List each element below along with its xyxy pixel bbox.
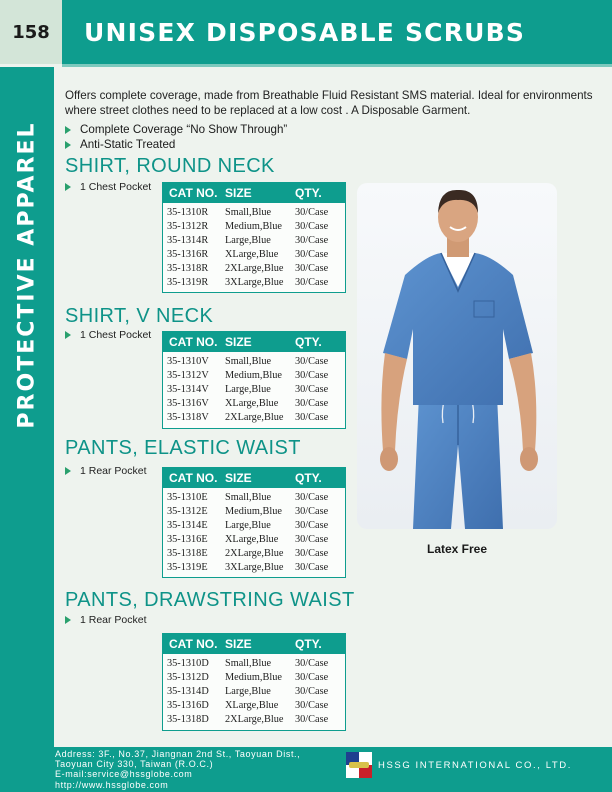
table-row: [163, 547, 345, 561]
website-link[interactable]: http://www.hssglobe.com: [55, 779, 169, 790]
cell-cat-no: 35-1318D: [167, 713, 209, 725]
triangle-bullet-icon: [65, 141, 71, 149]
cell-qty: 30/Case: [295, 262, 329, 274]
cell-cat-no: 35-1314D: [167, 685, 209, 697]
header-size: SIZE: [225, 186, 252, 200]
table-row: [163, 671, 345, 685]
cell-qty: 30/Case: [295, 713, 329, 725]
cell-cat-no: 35-1319R: [167, 276, 209, 288]
spec-table-shirt-v-neck: [162, 331, 346, 429]
table-row: [163, 397, 345, 411]
triangle-bullet-icon: [65, 467, 71, 475]
section-note-text: 1 Chest Pocket: [80, 329, 152, 341]
table-row: [163, 533, 345, 547]
address-line: Taoyuan City 330, Taiwan (R.O.C.): [55, 759, 214, 770]
table-row: [163, 262, 345, 276]
cell-cat-no: 35-1318R: [167, 262, 209, 274]
header-cat-no: CAT NO.: [169, 335, 218, 349]
cell-cat-no: 35-1318V: [167, 411, 209, 423]
cell-size: 2XLarge,Blue: [225, 411, 284, 423]
table-header: [163, 468, 345, 488]
cell-cat-no: 35-1312V: [167, 369, 209, 381]
header-size: SIZE: [225, 335, 252, 349]
header-qty: QTY.: [295, 335, 322, 349]
header-cat-no: CAT NO.: [169, 186, 218, 200]
cell-size: Medium,Blue: [225, 220, 282, 232]
section-note: [65, 465, 147, 477]
feature-item: [65, 122, 287, 137]
cell-qty: 30/Case: [295, 519, 329, 531]
table-row: [163, 369, 345, 383]
triangle-bullet-icon: [65, 331, 71, 339]
cell-qty: 30/Case: [295, 220, 329, 232]
table-row: [163, 383, 345, 397]
model-in-scrubs-illustration: [357, 183, 557, 529]
triangle-bullet-icon: [65, 126, 71, 134]
side-tab-label: PROTECTIVE APPAREL: [14, 121, 40, 429]
cell-qty: 30/Case: [295, 234, 329, 246]
product-photo: [357, 183, 557, 529]
section-note-text: 1 Rear Pocket: [80, 614, 147, 626]
table-row: [163, 355, 345, 369]
cell-size: XLarge,Blue: [225, 699, 279, 711]
header-size: SIZE: [225, 471, 252, 485]
section-title-shirt-v-neck: SHIRT, V NECK: [65, 305, 214, 327]
photo-caption: Latex Free: [426, 542, 488, 556]
company-address: [55, 749, 300, 790]
cell-size: 2XLarge,Blue: [225, 262, 284, 274]
section-title-pants-drawstring-waist: PANTS, DRAWSTRING WAIST: [65, 589, 355, 611]
cell-cat-no: 35-1310R: [167, 207, 209, 218]
table-row: [163, 713, 345, 727]
cell-qty: 30/Case: [295, 685, 329, 697]
cell-cat-no: 35-1318E: [167, 547, 208, 559]
table-row: [163, 505, 345, 519]
header-qty: QTY.: [295, 186, 322, 200]
cell-qty: 30/Case: [295, 383, 329, 395]
cell-cat-no: 35-1310V: [167, 356, 209, 367]
cell-cat-no: 35-1314V: [167, 383, 209, 395]
cell-qty: 30/Case: [295, 699, 329, 711]
header-cat-no: CAT NO.: [169, 471, 218, 485]
cell-qty: 30/Case: [295, 356, 329, 367]
feature-text: Anti-Static Treated: [80, 138, 176, 151]
table-row: [163, 561, 345, 575]
spec-table-shirt-round-neck: [162, 182, 346, 293]
cell-qty: 30/Case: [295, 276, 329, 288]
cell-qty: 30/Case: [295, 561, 329, 573]
cell-size: Large,Blue: [225, 234, 271, 246]
cell-qty: 30/Case: [295, 505, 329, 517]
table-header: [163, 183, 345, 203]
table-body: [163, 203, 345, 292]
cell-qty: 30/Case: [295, 369, 329, 381]
section-note: [65, 614, 147, 626]
cell-size: 2XLarge,Blue: [225, 547, 284, 559]
table-row: [163, 519, 345, 533]
feature-item: [65, 137, 287, 152]
table-body: [163, 654, 345, 730]
cell-cat-no: 35-1316V: [167, 397, 209, 409]
header-cat-no: CAT NO.: [169, 637, 218, 651]
cell-size: Small,Blue: [225, 658, 272, 669]
section-note: [65, 329, 151, 341]
triangle-bullet-icon: [65, 616, 71, 624]
cell-qty: 30/Case: [295, 411, 329, 423]
cell-qty: 30/Case: [295, 248, 329, 260]
table-row: [163, 657, 345, 671]
cell-cat-no: 35-1310E: [167, 492, 208, 503]
table-body: [163, 488, 345, 577]
cell-qty: 30/Case: [295, 533, 329, 545]
table-row: [163, 699, 345, 713]
cell-size: XLarge,Blue: [225, 248, 279, 260]
spec-table-pants-drawstring-waist: [162, 633, 346, 731]
cell-size: Large,Blue: [225, 383, 271, 395]
cell-qty: 30/Case: [295, 671, 329, 683]
left-hand-shape: [380, 447, 398, 471]
triangle-bullet-icon: [65, 183, 71, 191]
cell-qty: 30/Case: [295, 492, 329, 503]
cell-size: Small,Blue: [225, 356, 272, 367]
hssg-logo-icon: [346, 752, 372, 778]
cell-cat-no: 35-1312E: [167, 505, 208, 517]
section-note-text: 1 Chest Pocket: [80, 181, 152, 193]
cell-size: 2XLarge,Blue: [225, 713, 284, 725]
table-header: [163, 634, 345, 654]
section-title-shirt-round-neck: SHIRT, ROUND NECK: [65, 155, 275, 177]
table-row: [163, 206, 345, 220]
product-description: Offers complete coverage, made from Breathable Fluid Resistant SMS material. Ideal for environments where street clothes need to be replaced at a low cost . A Disposable Garment.: [65, 89, 593, 117]
feature-list: [65, 122, 287, 152]
spec-table-pants-elastic-waist: [162, 467, 346, 578]
feature-text: Complete Coverage “No Show Through”: [80, 123, 288, 136]
table-row: [163, 220, 345, 234]
cell-qty: 30/Case: [295, 547, 329, 559]
section-note: [65, 181, 151, 193]
table-row: [163, 276, 345, 290]
table-body: [163, 352, 345, 428]
title-divider: [62, 64, 612, 67]
page-title: UNISEX DISPOSABLE SCRUBS: [62, 0, 612, 64]
table-header: [163, 332, 345, 352]
section-title-pants-elastic-waist: PANTS, ELASTIC WAIST: [65, 437, 301, 459]
cell-size: XLarge,Blue: [225, 533, 279, 545]
cell-cat-no: 35-1314R: [167, 234, 209, 246]
right-arm-shape: [509, 353, 536, 451]
cell-cat-no: 35-1312D: [167, 671, 209, 683]
cell-size: Small,Blue: [225, 492, 272, 503]
cell-qty: 30/Case: [295, 397, 329, 409]
cell-size: Medium,Blue: [225, 369, 282, 381]
cell-cat-no: 35-1316E: [167, 533, 208, 545]
cell-cat-no: 35-1314E: [167, 519, 208, 531]
cell-size: 3XLarge,Blue: [225, 276, 284, 288]
address-line: Address: 3F., No.37, Jiangnan 2nd St., Taoyuan Dist.,: [55, 749, 301, 759]
cell-size: Large,Blue: [225, 685, 271, 697]
cell-size: 3XLarge,Blue: [225, 561, 284, 573]
table-row: [163, 234, 345, 248]
left-arm-shape: [381, 353, 407, 451]
cell-size: XLarge,Blue: [225, 397, 279, 409]
table-row: [163, 685, 345, 699]
cell-size: Medium,Blue: [225, 671, 282, 683]
cell-size: Small,Blue: [225, 207, 272, 218]
cell-cat-no: 35-1316R: [167, 248, 209, 260]
cell-cat-no: 35-1312R: [167, 220, 209, 232]
table-row: [163, 248, 345, 262]
header-qty: QTY.: [295, 471, 322, 485]
header-qty: QTY.: [295, 637, 322, 651]
email-link[interactable]: E-mail:service@hssglobe.com: [55, 769, 193, 780]
cell-qty: 30/Case: [295, 658, 329, 669]
header-size: SIZE: [225, 637, 252, 651]
cell-cat-no: 35-1316D: [167, 699, 209, 711]
section-note-text: 1 Rear Pocket: [80, 465, 147, 477]
company-name: HSSG INTERNATIONAL CO., LTD.: [378, 760, 573, 771]
cell-size: Large,Blue: [225, 519, 271, 531]
cell-size: Medium,Blue: [225, 505, 282, 517]
cell-cat-no: 35-1319E: [167, 561, 208, 573]
cell-cat-no: 35-1310D: [167, 658, 209, 669]
right-hand-shape: [520, 447, 538, 471]
table-row: [163, 491, 345, 505]
cell-qty: 30/Case: [295, 207, 329, 218]
page-number: 158: [0, 0, 62, 64]
table-row: [163, 411, 345, 425]
